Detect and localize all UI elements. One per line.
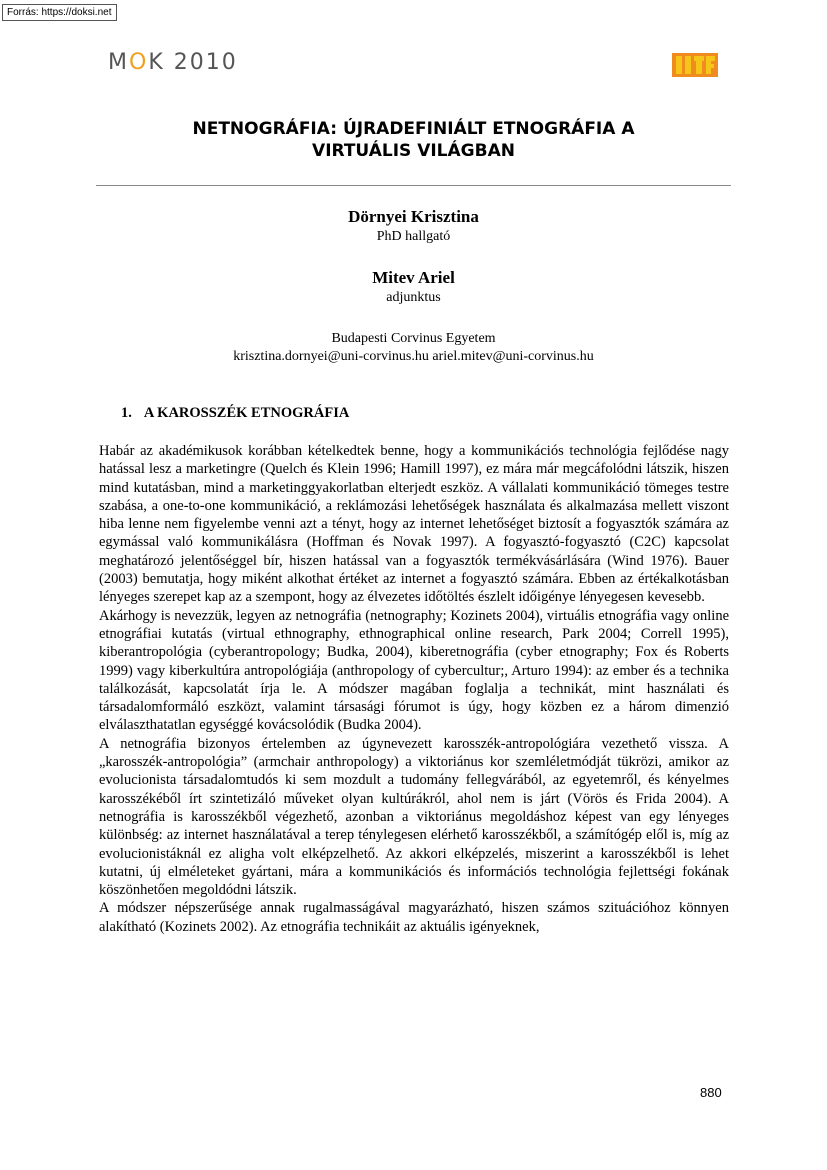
section-title: A KAROSSZÉK ETNOGRÁFIA [143,405,350,421]
author-name: Dörnyei Krisztina [348,207,479,226]
paragraph: A netnográfia bizonyos értelemben az úgynevezett karosszék-antropológiára vezethető vissza. A „karosszék-antropológia” (armchair anthropology) a viktoriánus kor szemléletmódját tükrözi, amikor az evolucionista társadalomtudós ki sem mozdult a tudomány fellegvárából, az egyetemről, és kényelmes karosszékéből írt szintetizáló műveket olyan kultúrákról, ahol nem is járt (Vörös és Frida 2004). A netnográfia is karosszékből végezhető, azonban a viktoriánus megoldáshoz képest van egy lényeges különbség: az internet használatával a terep ténylegesen elérhető karosszékből, a számítógép elől is, míg az evolucionistáknál ez aligha volt elképzelhető. Az akkori elképzelés, miszerint a karosszékből is lehet kutatni, új elméleteket gyártani, mára a kommunikációs és információs technológia fejlettségi fokának köszönhetően megoldódni látszik. [99,735,729,899]
source-label: Forrás: https://doksi.net [2,4,117,21]
section-heading [121,405,349,422]
paper-title-line-2: VIRTUÁLIS VILÁGBAN [312,141,515,161]
author-role: adjunktus [386,290,441,305]
author-emails: krisztina.dornyei@uni-corvinus.hu ariel.mitev@uni-corvinus.hu [233,349,594,364]
paper-title-line-1: NETNOGRÁFIA: ÚJRADEFINIÁLT ETNOGRÁFIA A [192,119,635,139]
title-divider [96,185,731,186]
logo-letter-o: O [128,50,149,75]
logo-letter-m: M [108,50,129,75]
body-text [99,442,729,936]
institution: Budapesti Corvinus Egyetem [331,331,496,346]
affiliation-block [96,330,731,366]
mok-2010-logo [108,50,238,75]
author-name: Mitev Ariel [372,268,455,287]
author-block-2 [96,268,731,306]
section-number: 1. [121,405,132,421]
author-block-1 [96,207,731,245]
logo-year: 2010 [173,50,238,75]
publisher-logo-icon [672,53,718,77]
page-number: 880 [700,1085,722,1100]
author-role: PhD hallgató [376,229,451,244]
paragraph: Akárhogy is nevezzük, legyen az netnográfia (netnography; Kozinets 2004), virtuális etnográfia vagy online etnográfiai kutatás (virtual ethnography, ethnographical online research, Park 2004; Correll 1995), kiberantropológia (cyberantropology; Budka, 2004), kiberetnográfia (cyber etnography; Fox és Roberts 1999) vagy kiberkultúra antropológiája (anthropology of cybercultur;, Arturo 1994): az ember és a technika találkozását, kapcsolatát írja le. A módszer magában foglalja a technikát, mint használati és társadalomformáló eszközt, valamint társasági fórumot is úgy, hogy közben ez a három dimenzió elválaszthatatlan egységgé kovácsolódik (Budka 2004). [99,607,729,734]
logo-letter-k: K [148,50,165,75]
paper-title [96,118,731,162]
paragraph: Habár az akadémikusok korábban kételkedtek benne, hogy a kommunikációs technológia fejlődése nagy hatással lesz a marketingre (Quelch és Klein 1996; Hamill 1997), ez mára már megcáfolódni látszik, hiszen mind kutatásban, mind a marketinggyakorlatban elterjedt eszköz. A vállalati kommunikáció tömeges testre szabása, a one-to-one kommunikáció, a reklámozási lehetőségek használata és alkalmazása mellett viszont hiba lenne nem figyelembe venni azt a tényt, hogy az internet lehetőséget biztosít a fogyasztók számára az egymással való kommunikálásra (Hoffman és Novak 1997). A fogyasztó-fogyasztó (C2C) kapcsolat meghatározó jelentőséggel bír, hiszen hatással van a fogyasztók termékvásárlására (Wind 1976). Bauer (2003) bemutatja, hogy miként alkothat értéket az internet a fogyasztó számára. Ebben az értékalkotásban lényeges szerepet kap az a szempont, hogy az élvezetes időtöltés észlelt időigénye lényegesen kevesebb. [99,443,729,606]
paragraph: A módszer népszerűsége annak rugalmasságával magyarázható, hiszen számos szituációhoz könnyen alakítható (Kozinets 2002). Az etnográfia technikáit az aktuális igényeknek, [99,900,729,935]
